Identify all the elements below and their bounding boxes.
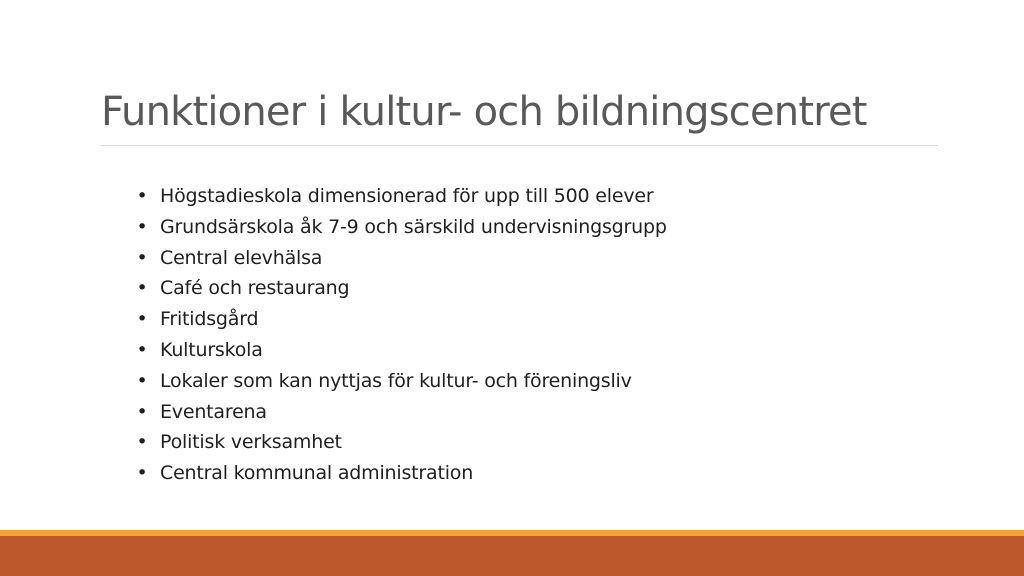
bullet-icon: •: [136, 462, 148, 485]
list-item: [133, 427, 667, 458]
title-divider: [101, 145, 938, 146]
bullet-icon: •: [136, 277, 148, 300]
list-item-text: Högstadieskola dimensionerad för upp till 500 elever: [160, 185, 654, 207]
list-item-text: Central kommunal administration: [160, 462, 474, 485]
list-item: [133, 273, 667, 304]
bullet-list: [133, 181, 667, 489]
list-item: [133, 212, 667, 243]
list-item: [133, 335, 667, 366]
bullet-icon: •: [136, 215, 148, 238]
bullet-icon: •: [136, 338, 148, 361]
list-item-text: Politisk verksamhet: [160, 431, 342, 454]
list-item-text: Central elevhälsa: [160, 246, 323, 269]
bullet-icon: •: [136, 400, 148, 423]
list-item: [133, 458, 667, 489]
bullet-icon: •: [136, 431, 148, 454]
slide-title: Funktioner i kultur- och bildningscentret: [101, 89, 867, 135]
bullet-icon: •: [136, 369, 148, 392]
list-item-text: Eventarena: [160, 400, 267, 423]
bullet-icon: •: [136, 308, 148, 331]
list-item-text: Café och restaurang: [160, 277, 350, 300]
list-item-text: Grundsärskola åk 7-9 och särskild undervisningsgrupp: [160, 215, 667, 238]
list-item-text: Kulturskola: [160, 338, 263, 361]
list-item-text: Fritidsgård: [160, 308, 259, 331]
list-item: [133, 366, 667, 397]
bullet-icon: •: [136, 246, 148, 269]
list-item: [133, 181, 667, 212]
footer-band: [0, 536, 1024, 576]
list-item: [133, 397, 667, 428]
list-item: [133, 304, 667, 335]
list-item-text: Lokaler som kan nyttjas för kultur- och föreningsliv: [160, 369, 632, 392]
bullet-icon: •: [136, 185, 148, 207]
list-item: [133, 243, 667, 274]
